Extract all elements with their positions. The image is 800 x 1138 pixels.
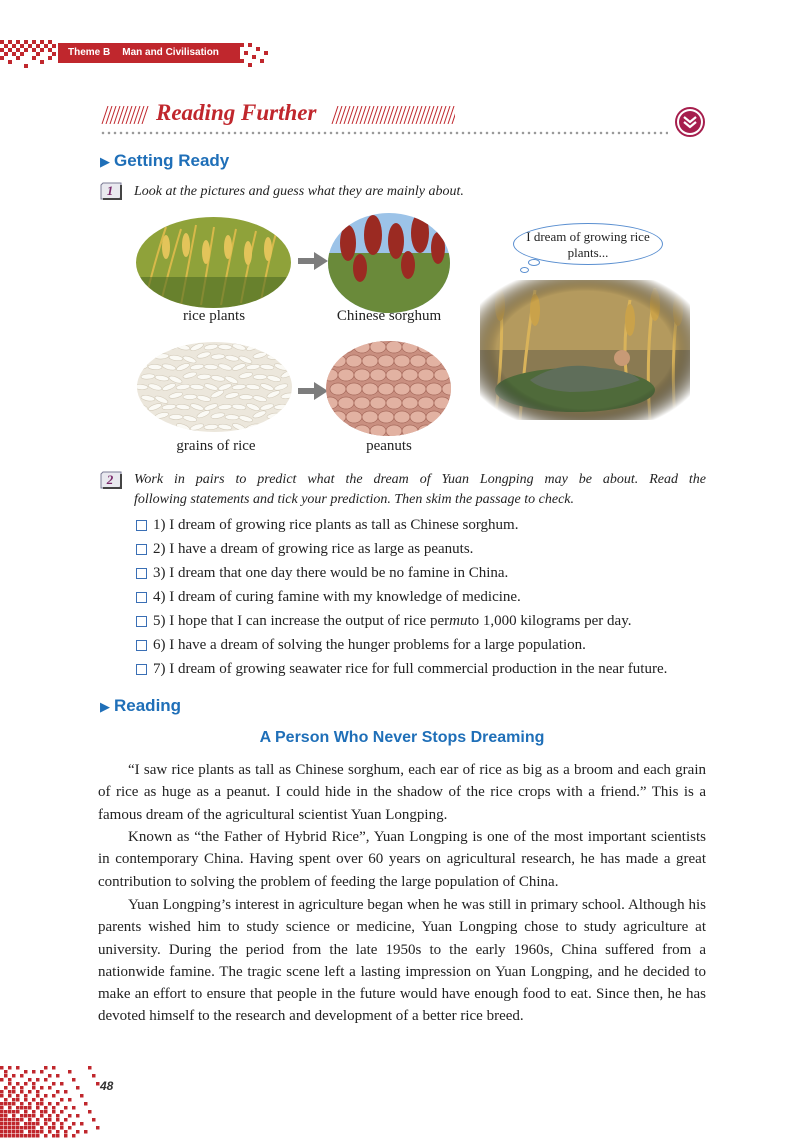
theme-title: Man and Civilisation [122,47,219,58]
triangle-bullet-icon: ▶ [100,154,110,169]
banner-dotted-rule [100,131,668,135]
caption-peanuts: peanuts [366,438,412,454]
banner-hatch-right [330,106,455,124]
theme-label: Theme B [68,47,111,58]
footer-pixel-pattern [0,1066,100,1138]
prediction-checklist [136,513,667,681]
header-band [58,43,240,63]
checkbox[interactable] [136,592,147,603]
checkbox[interactable] [136,616,147,627]
getting-ready-heading: ▶ Getting Ready [100,151,230,170]
banner-hatch-left [100,106,152,124]
checkbox[interactable] [136,664,147,675]
task2-instruction-line1: Work in pairs to predict what the dream of Yuan Longping may be about. Read the [134,472,706,487]
caption-sorghum: Chinese sorghum [336,308,442,324]
task-number-badge-2 [100,471,122,489]
bubble-dot [520,267,529,273]
header-pixel-pattern [0,40,60,68]
svg-text:1: 1 [106,183,114,198]
triangle-bullet-icon: ▶ [100,699,110,714]
caption-grains: grains of rice [176,438,256,454]
rice-plants-photo [136,217,291,308]
checkbox[interactable] [136,568,147,579]
rice-grains-photo [137,342,292,432]
caption-rice-plants: rice plants [182,308,246,324]
dreaming-scientist-painting [480,280,690,420]
checklist-item[interactable]: 6) I have a dream of solving the hunger problems for a large population. [136,633,667,657]
sorghum-photo [328,213,450,313]
arrow-right-icon [298,382,328,400]
double-chevron-down-icon [675,107,705,137]
checklist-item[interactable]: 5) I hope that I can increase the output of rice per mu to 1,000 kilograms per day. [136,609,667,633]
task-number-badge-1 [100,182,122,200]
task2-instruction-line2: following statements and tick your prediction. Then skim the passage to check. [134,492,575,507]
checklist-item[interactable]: 1) I dream of growing rice plants as tall as Chinese sorghum. [136,513,667,537]
checkbox[interactable] [136,640,147,651]
unit-mu: mu [449,613,468,629]
checklist-item[interactable]: 2) I have a dream of growing rice as large as peanuts. [136,537,667,561]
peanuts-photo [326,341,451,436]
checkbox[interactable] [136,544,147,555]
page-number: 48 [100,1079,114,1093]
section-title: Reading Further [156,100,317,125]
checklist-item[interactable]: 7) I dream of growing seawater rice for full commercial production in the near future. [136,657,667,681]
bubble-dot [528,259,540,266]
header-tail-pixels [240,43,276,67]
reading-heading: ▶ Reading [100,696,182,715]
checkbox[interactable] [136,520,147,531]
article-title: A Person Who Never Stops Dreaming [259,729,545,746]
thought-bubble: I dream of growing rice plants... [513,223,663,265]
article-paragraph-3: Yuan Longping’s interest in agriculture began when he was still in primary school. Although his parents wished him to study science or medicine, Yuan Longping chose to study agriculture at university. During the period from the late 1950s to the early 1960s, China suffered from a nationwide famine. The tragic scene left a lasting impression on Yuan Longping, and he decided to make an effort to ensure that people in the future would have enough food to eat. Since then, he has devoted himself to the research and development of a better rice breed. [98,897,706,1025]
article-paragraph-2: Known as “the Father of Hybrid Rice”, Yuan Longping is one of the most important scientists in contemporary China. Having spent over 60 years on agricultural research, he has made a great contribution to solving the problem of feeding the large population of China. [98,829,706,890]
checklist-item[interactable]: 4) I dream of curing famine with my knowledge of medicine. [136,585,667,609]
arrow-right-icon [298,252,328,270]
task1-instruction: Look at the pictures and guess what they are mainly about. [134,184,464,199]
article-paragraph-1: “I saw rice plants as tall as Chinese sorghum, each ear of rice as big as a broom and each grain of rice as huge as a peanut. I could hide in the shadow of the rice crops with a friend.” This is a famous dream of the agricultural scientist Yuan Longping. [98,762,706,823]
svg-text:2: 2 [106,472,114,487]
checklist-item[interactable]: 3) I dream that one day there would be no famine in China. [136,561,667,585]
